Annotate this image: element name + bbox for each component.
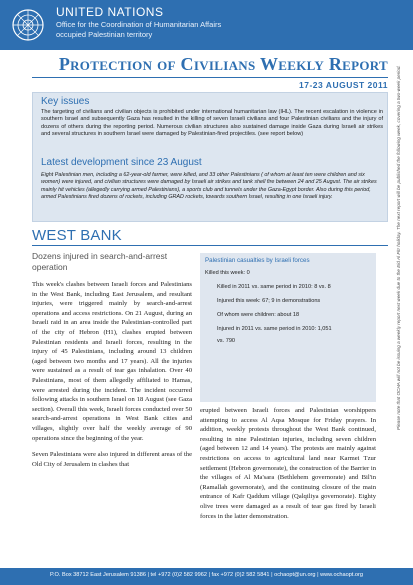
section-title-west-bank: WEST BANK [32, 227, 122, 244]
key-issues-text: The targeting of civilians and civilian objects is prohibited under international humanitarian law (IHL). The recent escalation in violence in southern Israel and subsequently Gaza has resulted in the killing of seven Israeli civilians and four Palestinian civilians and the injury of dozens of others during the reporting period. Numerous civilian structures also sustained damage inside Gaza during Israeli air strikes and several structures in southern Israel were damaged by Palestinian-fired projectiles. (see report below) [41, 109, 383, 138]
right-column: erupted between Israeli forces and Palestinian worshippers attempting to access Al Aqsa Mosque for Friday prayers. In addition, weekly protests throughout the West Bank continued, resulting in nine Palestinian injuries, including seven children (aged between 12 and 14 years). The protests are mainly against restrictions on access to agricultural land near Karmei Tzur settlement (Hebron governorate), the construction of the Barrier in the villages of Al Ma'sara (Bethlehem governorate) and Bil'in (Ramallah governorate), and the continuing closure of the main entrance of Kafr Qaddum village (Qalqiliya governorate). Eighty olive trees were damaged as a result of tear gas fired by Israeli forces in the latter demonstration. [200, 407, 376, 520]
side-note: Please note that OCHA will not be issuing a weekly report next week due to the Eid Al Fitr holiday. The next report will be published the following week, covering a two-week period. [396, 65, 401, 430]
org-subtitle: Office for the Coordination of Humanitarian Affairs [56, 20, 222, 29]
killed-comparison: Killed in 2011 vs. same period in 2010: 8 vs. 8 [217, 284, 331, 290]
org-region: occupied Palestinian territory [56, 30, 153, 39]
casualties-title: Palestinian casualties by Israeli forces [205, 257, 310, 264]
org-name: UNITED NATIONS [56, 5, 164, 19]
un-emblem-icon [10, 7, 46, 43]
children-injured: Of whom were children: about 18 [217, 312, 300, 318]
injured-comparison-continued: vs. 790 [217, 338, 236, 344]
header-band [0, 0, 413, 50]
left-column [32, 280, 192, 476]
title-divider [32, 77, 388, 78]
paragraph: This week's clashes between Israeli forces and Palestinians in the West Bank, including East Jerusalem, and resultant injuries, were triggered mainly by search-and-arrest operations and access restrictions. On 21 August, during an Israeli raid in an area inside the Palestinian-controlled part of the city of Hebron (H1), clashes erupted between Palestinian residents and Israeli forces, resulting in the injury of 45 Palestinians, including around 13 children (aged between two months and 17 years). All the injuries were sustained as a result of tear gas inhalation. Over 40 Palestinians, most of them allegedly affiliated to Hamas, were arrested during the incident. The incident occurred following attacks in southern Israel on 18 August (see Gaza section). Overall this week, Israeli forces conducted over 50 search-and-arrest operations in West Bank cities and villages, slightly over half the weekly average of 90 operations since the beginning of the year. [32, 281, 192, 442]
report-title: Protection of Civilians Weekly Report [58, 54, 388, 74]
killed-this-week: Killed this week: 0 [205, 270, 250, 276]
article-subheading: Dozens injured in search-and-arrest operation [32, 251, 168, 272]
injured-comparison: Injured in 2011 vs. same period in 2010: 1,051 [217, 326, 332, 332]
casualties-box [200, 253, 376, 402]
paragraph: Seven Palestinians were also injured in different areas of the Old City of Jerusalem in clashes that [32, 451, 192, 468]
injured-this-week: Injured this week: 67; 9 in demonstrations [217, 298, 321, 304]
section-divider [32, 245, 388, 246]
report-date: 17-23 AUGUST 2011 [299, 80, 388, 90]
latest-development-text: Eight Palestinian men, including a 62-year-old farmer, were killed, and 33 other Palestinians ( of whom at least ten were children and six women) were injured, and civilian structures were damaged by Israeli air strikes and tank shell fire between 24 and 25 August. The air strikes mainly hit vehicles (allegedly carrying armed Palestinians), a sports club and tunnels under the Gaza-Egypt border. Also during this period, armed Palestinians fired dozens of rockets, including GRAD rockets, towards southern Israel, resulting in one Israeli injury. [41, 172, 377, 201]
footer-contact: P.O. Box 38712 East Jerusalem 91386 | tel +972 (0)2 582 9962 | fax +972 (0)2 582 5841 | ochaopt@un.org | www.ochaopt.org [49, 572, 364, 578]
key-issues-heading: Key issues [41, 96, 90, 107]
footer-band [0, 568, 413, 585]
latest-development-heading: Latest development since 23 August [41, 157, 202, 168]
key-issues-box [32, 92, 388, 222]
